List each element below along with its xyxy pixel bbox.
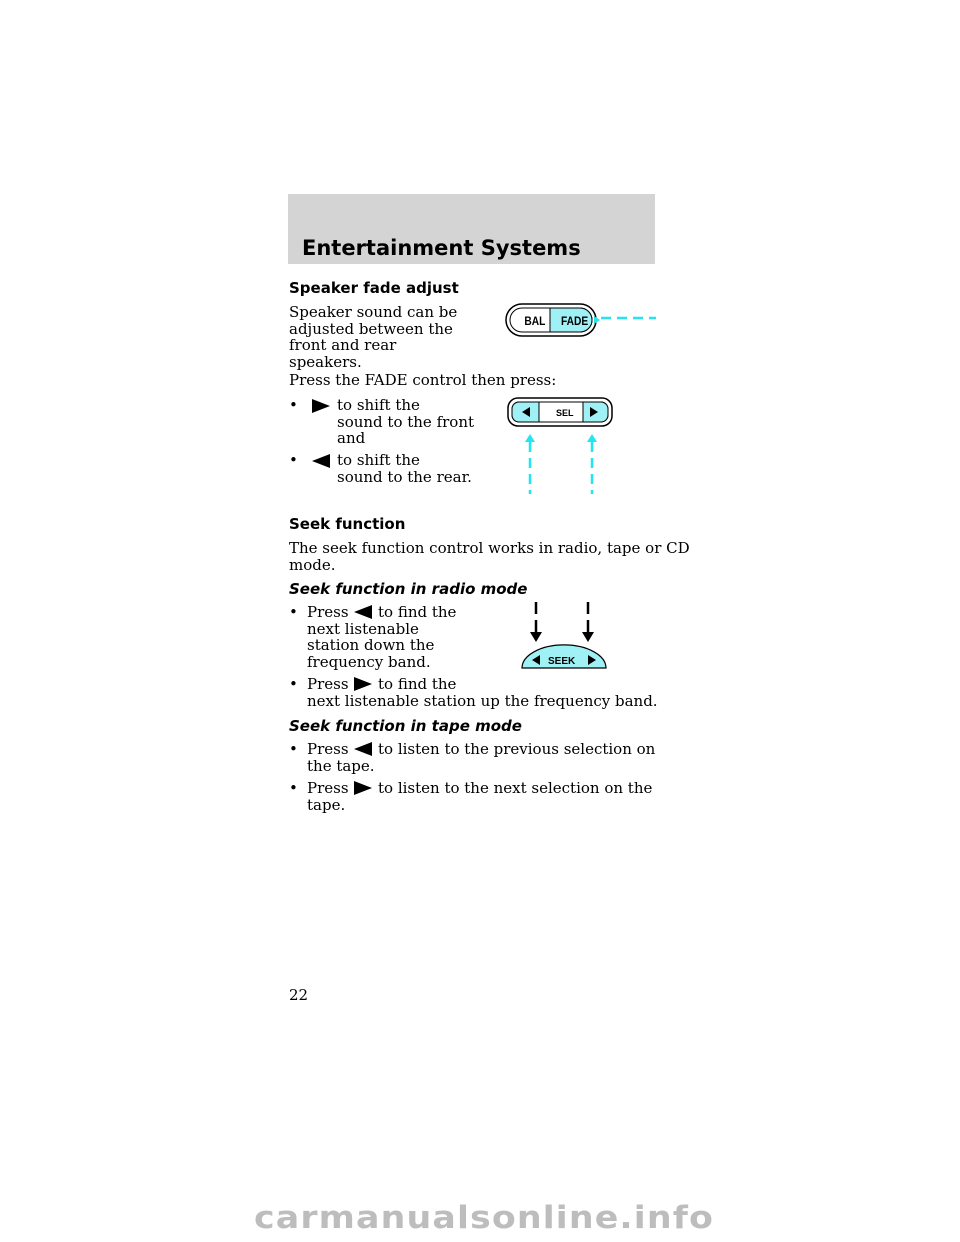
fade-label: FADE [560, 315, 589, 329]
fade-bullet-rear [337, 452, 472, 485]
tape-bullet-prefix: Press [307, 779, 349, 797]
watermark-logo [0, 1198, 960, 1242]
radio-bullet-up-text: to find the [378, 675, 457, 693]
bullet-dot: • [289, 779, 298, 797]
fade-intro-line: Speaker sound can be [289, 303, 458, 321]
bullet-line: to find the [378, 603, 457, 621]
tape-bullet-prev-text: to listen to the previous selection on [378, 740, 656, 758]
arrow-up-icon [525, 434, 535, 442]
radio-bullet-prefix: Press [307, 603, 349, 621]
seek-radio-heading: Seek function in radio mode [289, 580, 528, 598]
bullet-line: to shift the [337, 451, 420, 469]
radio-bullet-down-cont [307, 621, 434, 671]
left-arrow-icon [352, 603, 374, 621]
section-title: Entertainment Systems [302, 236, 581, 260]
sel-diagram [506, 396, 616, 496]
seek-intro-line: The seek function control works in radio, tape or CD [289, 539, 690, 557]
fade-intro [289, 304, 457, 370]
arrow-down-icon [530, 632, 542, 642]
bullet-line: next listenable [307, 619, 419, 638]
bullet-line: and [337, 429, 366, 447]
left-arrow-icon [310, 452, 332, 470]
footer-watermark [0, 1198, 960, 1242]
bal-fade-diagram [504, 302, 664, 338]
right-arrow-icon [352, 675, 374, 693]
section-header [288, 194, 655, 264]
arrow-up-icon [587, 434, 597, 442]
seek-label: SEEK [548, 656, 576, 667]
arrow-down-icon [582, 632, 594, 642]
tape-bullet-prev-cont: the tape. [307, 756, 375, 775]
tape-bullet-next-text: to listen to the next selection on the [378, 779, 653, 797]
watermark-text: carmanualsonline.info [254, 1200, 714, 1236]
radio-bullet-up-cont: next listenable station up the frequency band. [307, 691, 658, 710]
sel-label: SEL [556, 408, 574, 418]
fade-instruction: Press the FADE control then press: [289, 371, 557, 389]
bullet-dot: • [289, 396, 298, 414]
tape-bullet-prefix: Press [307, 740, 349, 758]
seek-diagram [518, 600, 610, 672]
bullet-dot: • [289, 675, 298, 693]
fade-intro-line: front and rear [289, 336, 397, 354]
bullet-line: sound to the front [337, 412, 475, 431]
seek-intro [289, 540, 690, 573]
bullet-line: frequency band. [307, 652, 431, 671]
bullet-line: sound to the rear. [337, 467, 472, 486]
fade-bullet-front [337, 397, 474, 447]
fade-intro-line: speakers. [289, 352, 362, 371]
bal-label: BAL [524, 315, 546, 329]
bullet-dot: • [289, 603, 298, 621]
fade-heading: Speaker fade adjust [289, 279, 459, 297]
bullet-line: station down the [307, 636, 435, 654]
radio-bullet-down-text [378, 604, 456, 621]
page-number: 22 [289, 986, 309, 1004]
bullet-line: to shift the [337, 396, 420, 414]
bullet-dot: • [289, 451, 298, 469]
radio-bullet-prefix: Press [307, 675, 349, 693]
right-arrow-icon [310, 397, 332, 415]
left-arrow-icon [352, 740, 374, 758]
right-arrow-icon [352, 779, 374, 797]
bullet-dot: • [289, 740, 298, 758]
arrow-head-icon [594, 316, 600, 324]
fade-intro-line: adjusted between the [289, 319, 453, 338]
seek-intro-line: mode. [289, 555, 336, 574]
tape-bullet-next-cont: tape. [307, 795, 346, 814]
seek-tape-heading: Seek function in tape mode [289, 717, 522, 735]
seek-heading: Seek function [289, 515, 406, 533]
